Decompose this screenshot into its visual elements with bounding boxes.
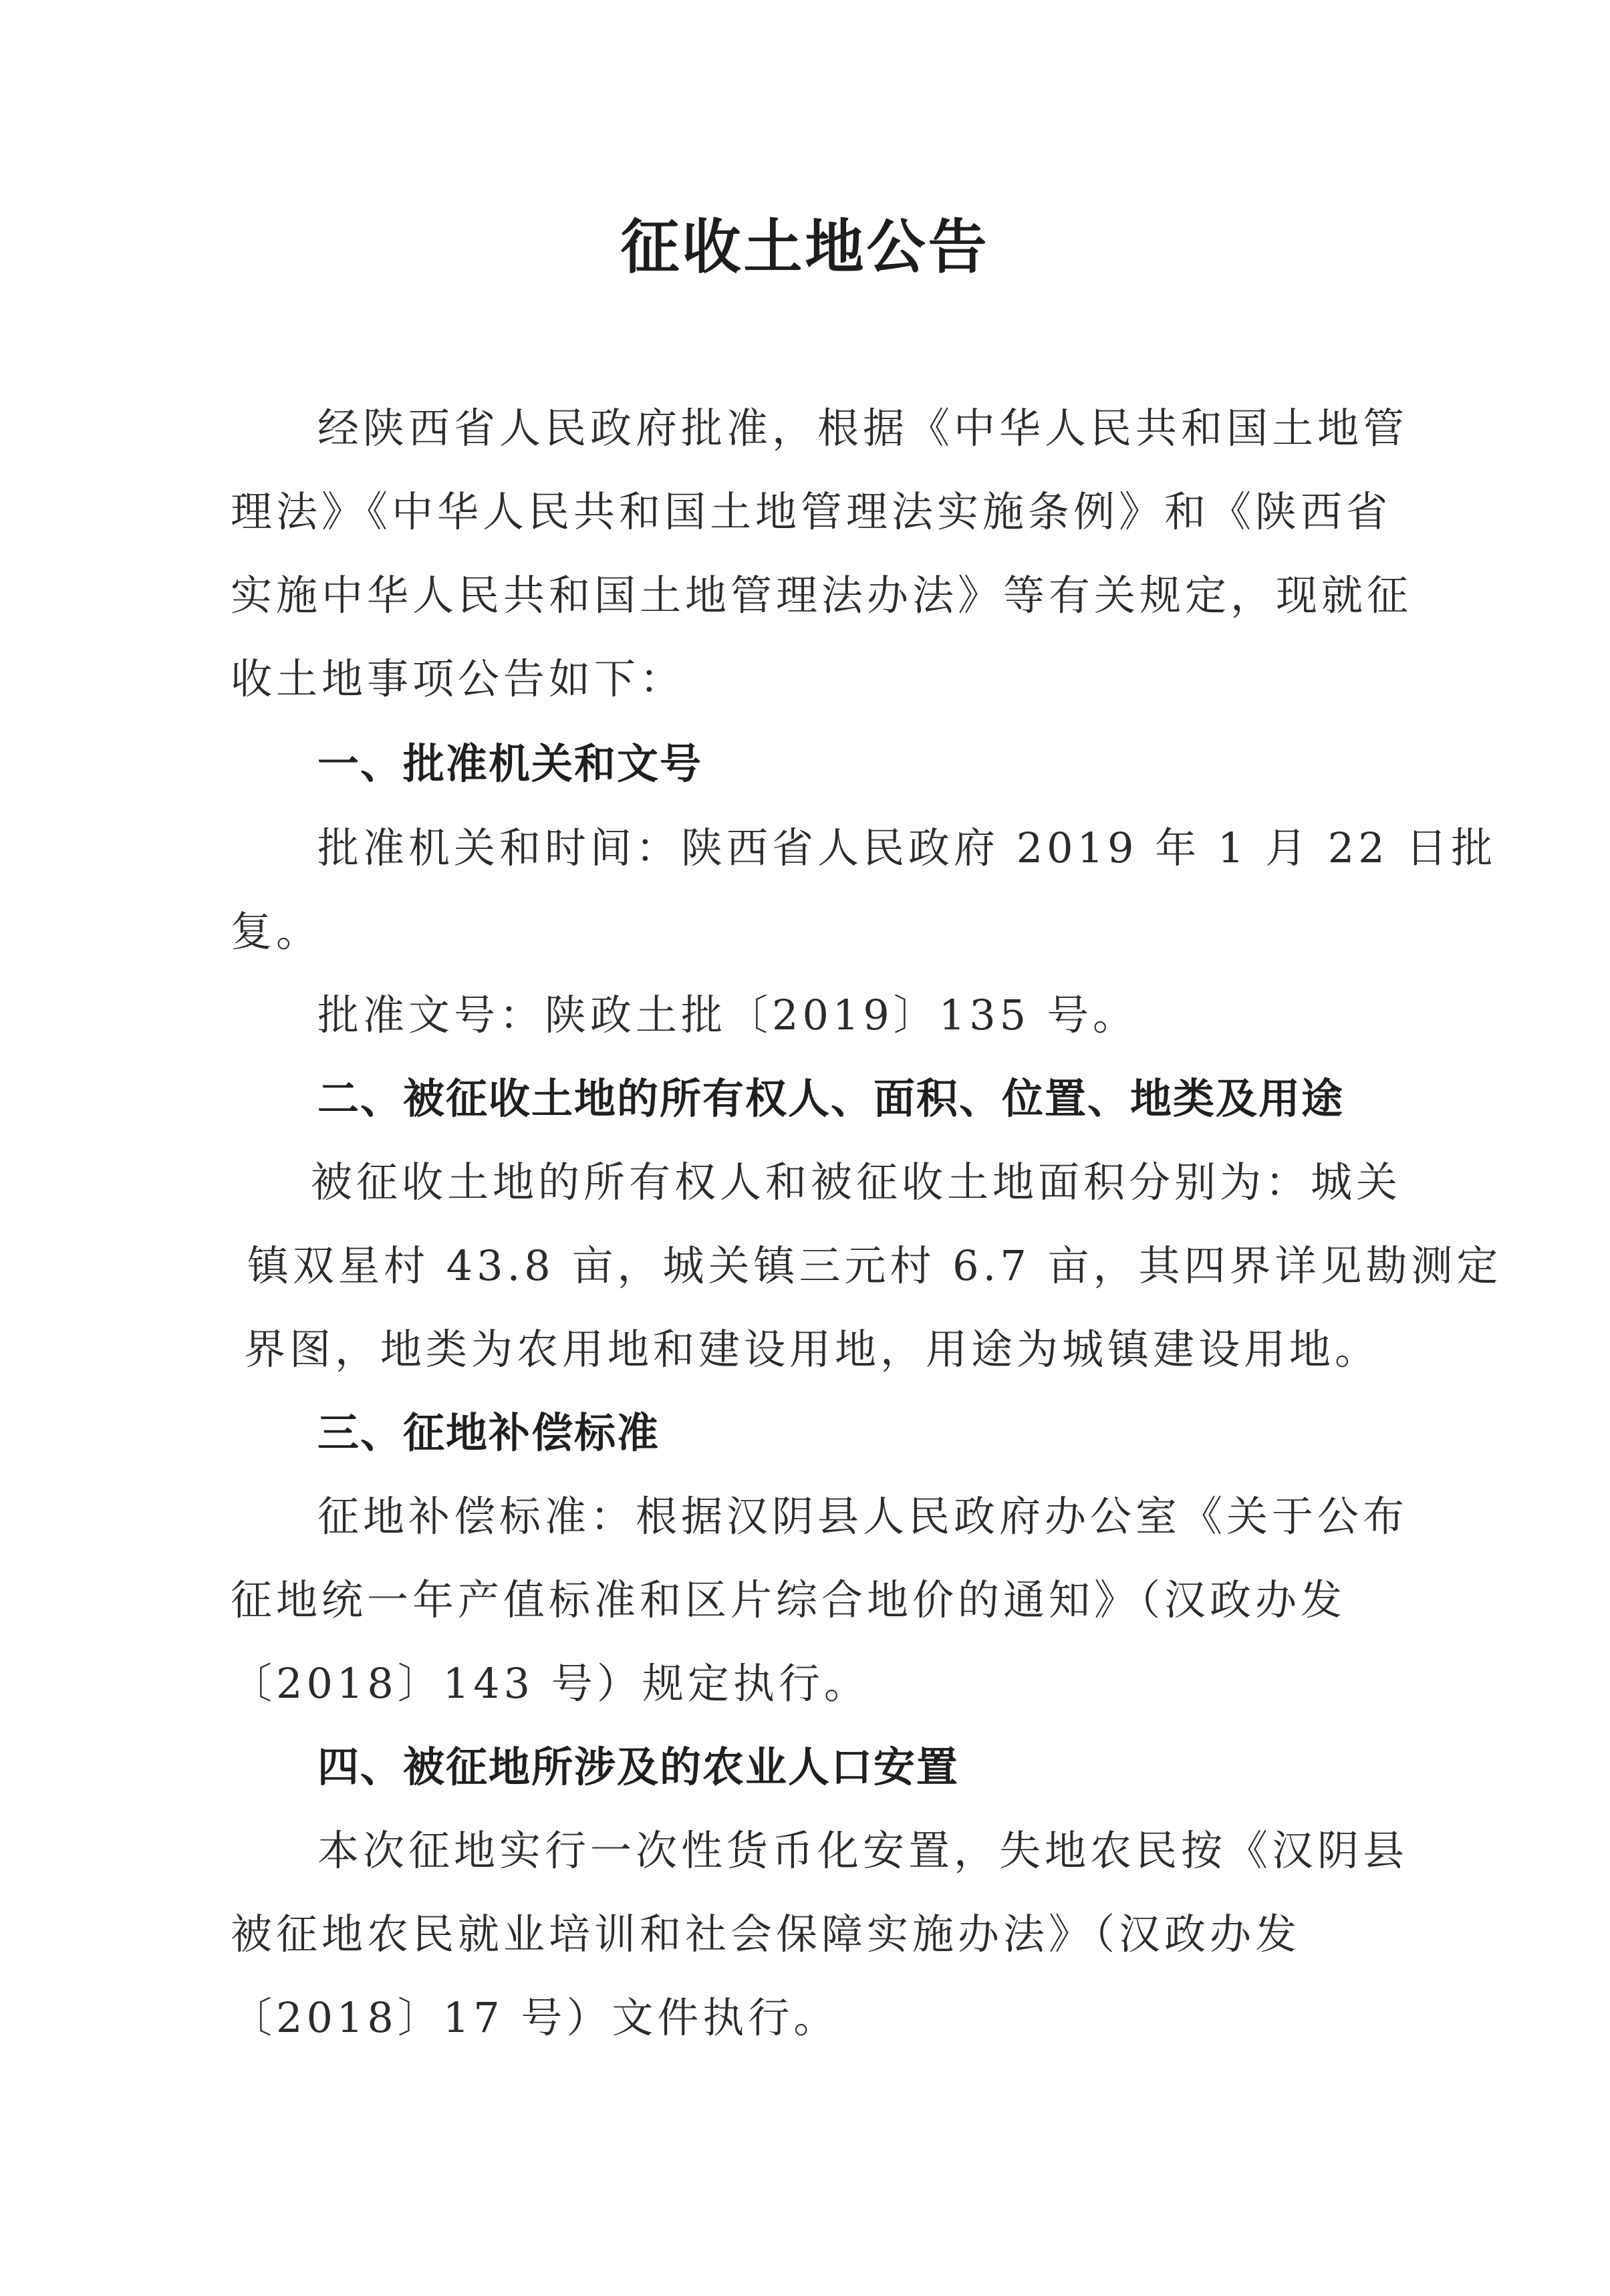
- section-4-line-2: 被征地农民就业培训和社会保障实施办法》（汉政办发: [231, 1910, 1301, 1958]
- page-title: 征收土地公告: [620, 212, 990, 281]
- section-2-line-3: 界图，地类为农用地和建设用地，用途为城镇建设用地。: [244, 1325, 1381, 1374]
- section-heading-4: 四、被征地所涉及的农业人口安置: [317, 1743, 960, 1791]
- paragraph-intro-line-4: 收土地事项公告如下：: [231, 654, 686, 703]
- section-1-line-1: 批准机关和时间：陕西省人民政府 2019 年 1 月 22 日批: [317, 823, 1497, 872]
- section-3-line-2: 征地统一年产值标准和区片综合地价的通知》（汉政办发: [231, 1575, 1347, 1624]
- paragraph-intro-line-3: 实施中华人民共和国土地管理法办法》等有关规定，现就征: [231, 571, 1413, 620]
- section-4-line-1: 本次征地实行一次性货币化安置，失地农民按《汉阴县: [317, 1826, 1409, 1875]
- section-2-line-1: 被征收土地的所有权人和被征收土地面积分别为：城关: [311, 1158, 1402, 1206]
- paragraph-intro-line-2: 理法》《中华人民共和国土地管理法实施条例》和《陕西省: [231, 487, 1392, 536]
- section-heading-2: 二、被征收土地的所有权人、面积、位置、地类及用途: [317, 1074, 1345, 1123]
- section-heading-3: 三、征地补偿标准: [317, 1408, 660, 1457]
- section-3-line-3: 〔2018〕143 号）规定执行。: [231, 1659, 869, 1708]
- section-3-line-1: 征地补偿标准：根据汉阴县人民政府办公室《关于公布: [317, 1492, 1409, 1541]
- section-2-line-2: 镇双星村 43.8 亩，城关镇三元村 6.7 亩，其四界详见勘测定: [247, 1241, 1502, 1290]
- section-1-line-2: 复。: [231, 907, 322, 956]
- paragraph-intro-line-1: 经陕西省人民政府批准，根据《中华人民共和国土地管: [317, 404, 1409, 453]
- section-4-line-3: 〔2018〕17 号）文件执行。: [231, 1993, 839, 2042]
- section-heading-1: 一、批准机关和文号: [317, 739, 703, 788]
- section-1-line-3: 批准文号：陕政土批〔2019〕135 号。: [317, 991, 1138, 1039]
